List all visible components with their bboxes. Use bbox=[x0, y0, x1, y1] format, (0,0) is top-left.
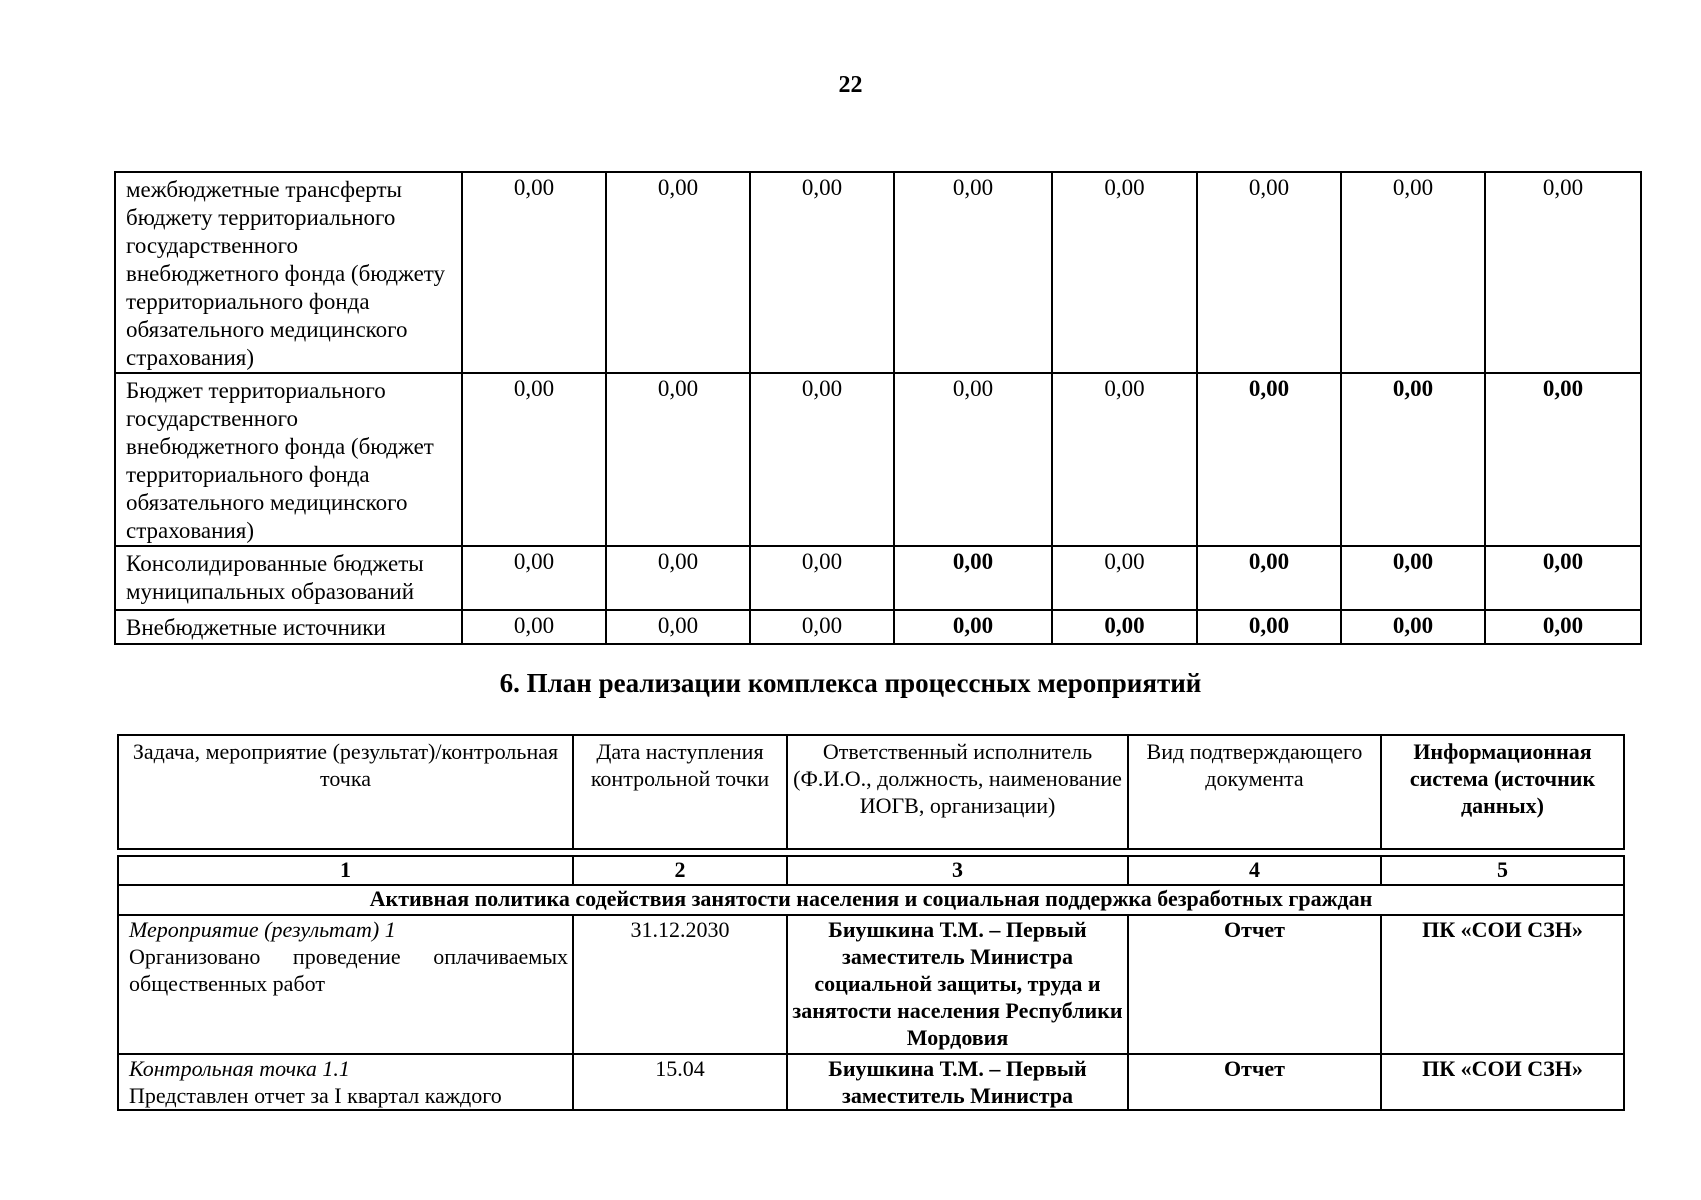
task-type: Контрольная точка 1.1 bbox=[129, 1056, 350, 1081]
funding-value: 0,00 bbox=[1197, 610, 1341, 644]
plan-header-row bbox=[118, 735, 1624, 849]
header-responsible: Ответственный исполнитель (Ф.И.О., должность, наименование ИОГВ, организации) bbox=[787, 735, 1128, 849]
column-numbers-row bbox=[118, 856, 1624, 885]
header-date: Дата наступления контрольной точки bbox=[573, 735, 787, 849]
funding-value: 0,00 bbox=[1485, 172, 1641, 373]
plan-table bbox=[117, 855, 1625, 1111]
funding-value: 0,00 bbox=[1052, 610, 1197, 644]
funding-value: 0,00 bbox=[606, 373, 750, 546]
funding-table bbox=[114, 171, 1642, 645]
funding-value: 0,00 bbox=[1052, 172, 1197, 373]
funding-value: 0,00 bbox=[1341, 373, 1485, 546]
funding-row bbox=[115, 172, 1641, 373]
task-type: Мероприятие (результат) 1 bbox=[129, 917, 396, 942]
group-title: Активная политика содействия занятости населения и социальная поддержка безработных граждан bbox=[118, 885, 1624, 915]
funding-row bbox=[115, 546, 1641, 610]
funding-source: Внебюджетные источники bbox=[115, 610, 462, 644]
page-number: 22 bbox=[838, 72, 863, 98]
funding-value: 0,00 bbox=[1485, 610, 1641, 644]
task-cell bbox=[118, 915, 573, 1054]
funding-value: 0,00 bbox=[1485, 546, 1641, 610]
task-document: Отчет bbox=[1128, 1054, 1381, 1110]
funding-value: 0,00 bbox=[462, 610, 606, 644]
funding-value: 0,00 bbox=[750, 172, 894, 373]
section-title: 6. План реализации комплекса процессных мероприятий bbox=[499, 668, 1202, 698]
funding-value: 0,00 bbox=[894, 172, 1052, 373]
funding-value: 0,00 bbox=[750, 610, 894, 644]
funding-value: 0,00 bbox=[462, 546, 606, 610]
funding-value: 0,00 bbox=[606, 546, 750, 610]
funding-value: 0,00 bbox=[894, 546, 1052, 610]
funding-value: 0,00 bbox=[1485, 373, 1641, 546]
funding-value: 0,00 bbox=[1052, 373, 1197, 546]
funding-row bbox=[115, 610, 1641, 644]
task-system: ПК «СОИ СЗН» bbox=[1381, 915, 1624, 1054]
task-responsible: Биушкина Т.М. – Первый заместитель Министра социальной защиты, труда и занятости населения Республики Мордовия bbox=[787, 915, 1128, 1054]
column-number: 5 bbox=[1381, 856, 1624, 885]
funding-value: 0,00 bbox=[894, 610, 1052, 644]
funding-value: 0,00 bbox=[1052, 546, 1197, 610]
group-row bbox=[118, 885, 1624, 915]
column-number: 3 bbox=[787, 856, 1128, 885]
funding-row bbox=[115, 373, 1641, 546]
plan-row bbox=[118, 915, 1624, 1054]
funding-value: 0,00 bbox=[1341, 172, 1485, 373]
funding-source: межбюджетные трансферты бюджету территориального государственного внебюджетного фонда (бюджету территориального фонда обязательного медицинского страхования) bbox=[115, 172, 462, 373]
funding-source: Бюджет территориального государственного внебюджетного фонда (бюджет территориального фонда обязательного медицинского страхования) bbox=[115, 373, 462, 546]
task-cell bbox=[118, 1054, 573, 1110]
column-number: 1 bbox=[118, 856, 573, 885]
task-responsible: Биушкина Т.М. – Первый заместитель Министра bbox=[787, 1054, 1128, 1110]
funding-value: 0,00 bbox=[1197, 172, 1341, 373]
funding-value: 0,00 bbox=[462, 373, 606, 546]
plan-header-table bbox=[117, 734, 1625, 850]
funding-value: 0,00 bbox=[894, 373, 1052, 546]
task-description: Организовано проведение оплачиваемых общественных работ bbox=[129, 944, 568, 996]
funding-value: 0,00 bbox=[750, 373, 894, 546]
task-date: 31.12.2030 bbox=[573, 915, 787, 1054]
column-number: 4 bbox=[1128, 856, 1381, 885]
funding-value: 0,00 bbox=[462, 172, 606, 373]
plan-row bbox=[118, 1054, 1624, 1110]
task-system: ПК «СОИ СЗН» bbox=[1381, 1054, 1624, 1110]
funding-value: 0,00 bbox=[1341, 546, 1485, 610]
header-task: Задача, мероприятие (результат)/контрольная точка bbox=[118, 735, 573, 849]
funding-value: 0,00 bbox=[750, 546, 894, 610]
header-document: Вид подтверждающего документа bbox=[1128, 735, 1381, 849]
funding-value: 0,00 bbox=[1197, 373, 1341, 546]
funding-value: 0,00 bbox=[606, 172, 750, 373]
task-description: Представлен отчет за I квартал каждого bbox=[129, 1083, 502, 1108]
funding-value: 0,00 bbox=[606, 610, 750, 644]
header-system: Информационная система (источник данных) bbox=[1381, 735, 1624, 849]
funding-value: 0,00 bbox=[1341, 610, 1485, 644]
funding-value: 0,00 bbox=[1197, 546, 1341, 610]
task-date: 15.04 bbox=[573, 1054, 787, 1110]
funding-source: Консолидированные бюджеты муниципальных образований bbox=[115, 546, 462, 610]
column-number: 2 bbox=[573, 856, 787, 885]
task-document: Отчет bbox=[1128, 915, 1381, 1054]
